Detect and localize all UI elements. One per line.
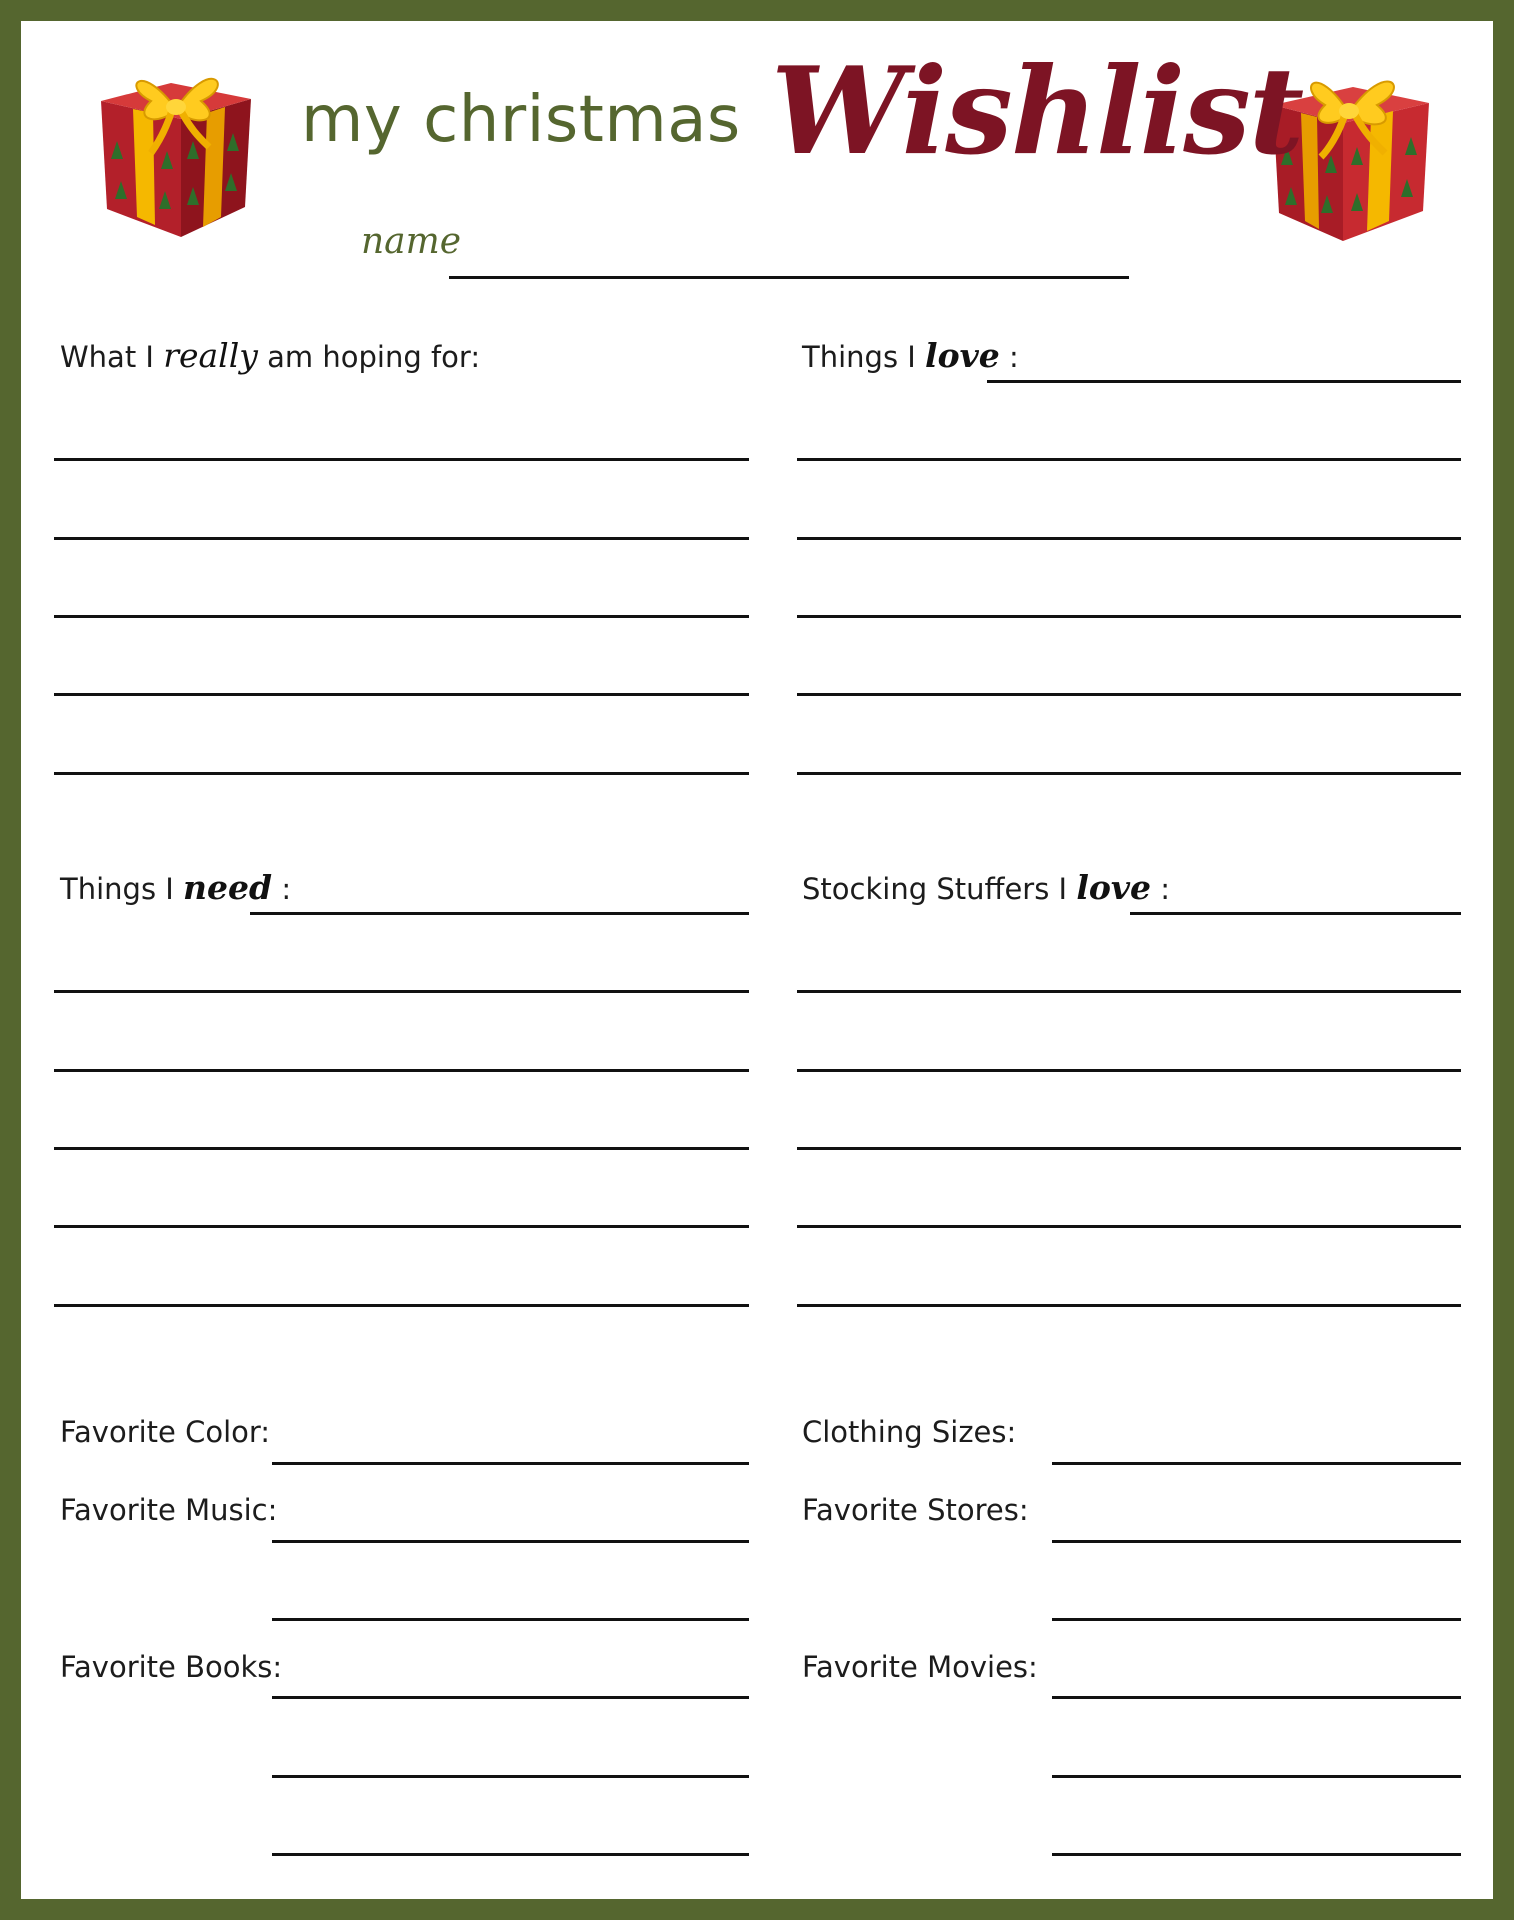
- title-my-christmas: my christmas: [301, 83, 741, 157]
- clothing-sizes-label: Clothing Sizes:: [802, 1415, 1017, 1449]
- heading-suffix: am hoping for:: [267, 340, 481, 374]
- favorite-music-line-2[interactable]: [272, 1618, 749, 1621]
- hoping-line-4[interactable]: [54, 693, 749, 696]
- heading-prefix: What I: [60, 340, 154, 374]
- heading-suffix: :: [1008, 340, 1019, 374]
- favorite-movies-line-2[interactable]: [1052, 1775, 1461, 1778]
- name-field[interactable]: [449, 276, 1129, 279]
- favorite-stores-line-1[interactable]: [1052, 1540, 1461, 1543]
- favorite-books-label: Favorite Books:: [60, 1650, 283, 1684]
- favorite-music-line-1[interactable]: [272, 1540, 749, 1543]
- heading-emphasis: really: [163, 336, 258, 375]
- favorite-books-line-2[interactable]: [272, 1775, 749, 1778]
- title-wishlist: Wishlist: [771, 41, 1303, 182]
- need-line-4[interactable]: [54, 1225, 749, 1228]
- need-line-3[interactable]: [54, 1147, 749, 1150]
- heading-prefix: Things I: [802, 340, 916, 374]
- stocking-line-3[interactable]: [797, 1147, 1461, 1150]
- love-line-4[interactable]: [797, 693, 1461, 696]
- section-love-heading: [802, 336, 1019, 375]
- favorite-stores-label: Favorite Stores:: [802, 1493, 1029, 1527]
- wishlist-page: [21, 21, 1493, 1899]
- heading-suffix: :: [281, 872, 292, 906]
- favorite-music-label: Favorite Music:: [60, 1493, 278, 1527]
- favorite-stores-line-2[interactable]: [1052, 1618, 1461, 1621]
- heading-prefix: Things I: [60, 872, 174, 906]
- love-line-0[interactable]: [987, 380, 1461, 383]
- hoping-line-5[interactable]: [54, 772, 749, 775]
- need-line-1[interactable]: [54, 990, 749, 993]
- favorite-color-label: Favorite Color:: [60, 1415, 271, 1449]
- favorite-movies-label: Favorite Movies:: [802, 1650, 1038, 1684]
- name-label: name: [361, 221, 462, 262]
- need-line-5[interactable]: [54, 1304, 749, 1307]
- need-line-0[interactable]: [250, 912, 749, 915]
- stocking-line-2[interactable]: [797, 1069, 1461, 1072]
- love-line-3[interactable]: [797, 615, 1461, 618]
- stocking-line-0[interactable]: [1130, 912, 1461, 915]
- section-need-heading: [60, 868, 292, 907]
- hoping-line-2[interactable]: [54, 537, 749, 540]
- clothing-sizes-line[interactable]: [1052, 1462, 1461, 1465]
- favorite-movies-line-3[interactable]: [1052, 1853, 1461, 1856]
- favorite-movies-line-1[interactable]: [1052, 1696, 1461, 1699]
- love-line-5[interactable]: [797, 772, 1461, 775]
- heading-emphasis: love: [1076, 868, 1152, 907]
- section-hoping-heading: [60, 336, 481, 375]
- favorite-color-line[interactable]: [272, 1462, 749, 1465]
- favorite-books-line-3[interactable]: [272, 1853, 749, 1856]
- need-line-2[interactable]: [54, 1069, 749, 1072]
- hoping-line-3[interactable]: [54, 615, 749, 618]
- stocking-line-4[interactable]: [797, 1225, 1461, 1228]
- love-line-1[interactable]: [797, 458, 1461, 461]
- hoping-line-1[interactable]: [54, 458, 749, 461]
- heading-emphasis: love: [925, 336, 1000, 375]
- heading-emphasis: need: [183, 868, 273, 907]
- favorite-books-line-1[interactable]: [272, 1696, 749, 1699]
- stocking-line-5[interactable]: [797, 1304, 1461, 1307]
- heading-suffix: :: [1160, 872, 1171, 906]
- love-line-2[interactable]: [797, 537, 1461, 540]
- heading-prefix: Stocking Stuffers I: [802, 872, 1068, 906]
- gift-box-icon: [81, 41, 261, 241]
- stocking-line-1[interactable]: [797, 990, 1461, 993]
- section-stocking-heading: [802, 868, 1171, 907]
